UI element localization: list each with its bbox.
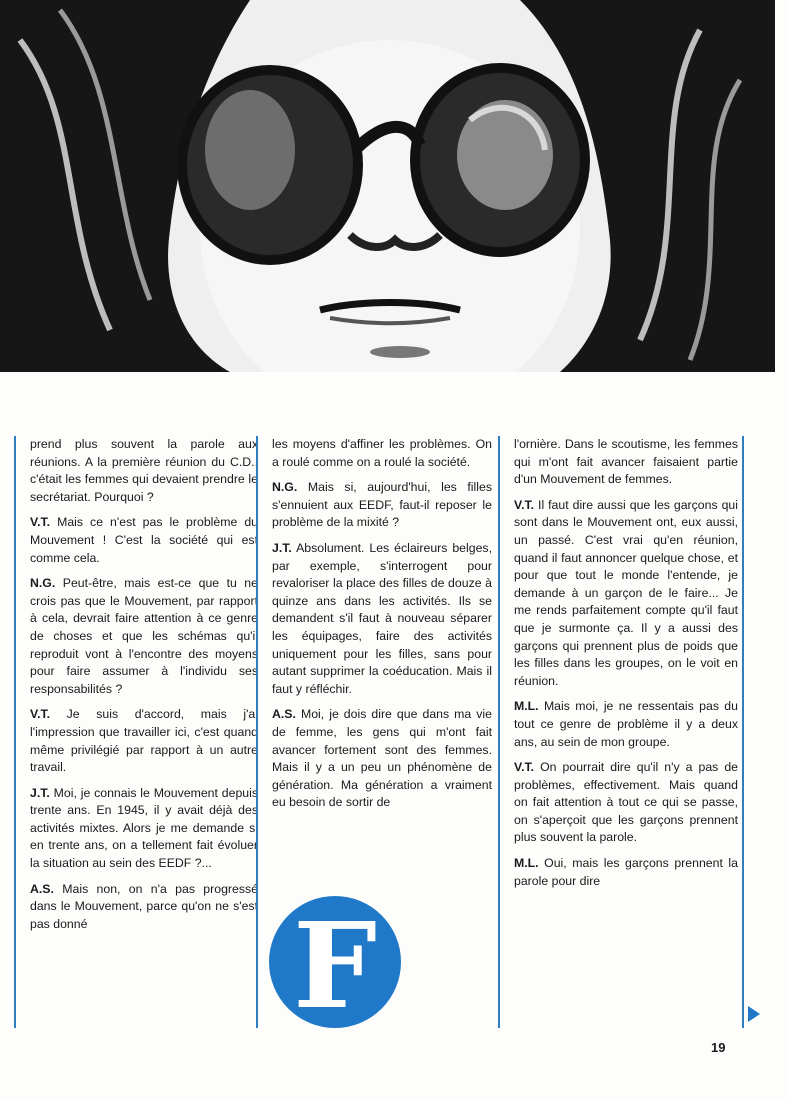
- paragraph: l'ornière. Dans le scoutisme, les femmes qui m'ont fait avancer faisaient partie d'un Mouvement de femmes.: [514, 437, 738, 487]
- badge-letter: F: [293, 896, 377, 1029]
- paragraph: J.T. Moi, je connais le Mouvement depuis trente ans. En 1945, il y avait déjà des activités mixtes. Alors je me demande si en trente ans, on a tellement fait évoluer la situation au sein des EEDF ?...: [30, 785, 258, 871]
- f-badge-logo: [268, 895, 402, 1029]
- paragraph: M.L. Oui, mais les garçons prennent la parole pour dire: [514, 856, 739, 888]
- paragraph: V.T. Il faut dire aussi que les garçons qui sont dans le Mouvement ont, eux aussi, un passé. C'est vrai qu'en réunion, quand il faut annoncer quelque chose, et pour que tout le monde l'entende, je demande à un garçon de le faire... Je me rends parfaitement compte qu'il faut que je surmonte ça. Il y a aussi des garçons qui prennent plus de poids que les filles dans les groupes, on le voit en réunion.: [514, 497, 738, 688]
- paragraph: V.T. On pourrait dire qu'il n'y a pas de problèmes, effectivement. Mais quand on fait attention à tout ce qui se passe, on s'aperçoit que les garçons prennent plus souvent la parole.: [514, 760, 739, 845]
- triangle-right-icon: [748, 1006, 760, 1022]
- paragraph: J.T. Absolument. Les éclaireurs belges, par exemple, s'interrogent pour revaloriser la place des filles de douze à quinze ans dans les activités. Ils se demandent s'il faut à nouveau séparer les équipages, faire des activités uniquement pour les filles, sans pour autant supprimer la coéducation. Mais il faut y réfléchir.: [272, 540, 492, 696]
- paragraph: M.L. Mais moi, je ne ressentais pas du tout ce genre de problème il y a deux ans, au sein de mon groupe.: [514, 699, 738, 749]
- paragraph: A.S. Mais non, on n'a pas progressé dans le Mouvement, parce qu'on ne s'est pas donné: [30, 881, 258, 931]
- column-rule: [742, 436, 744, 1028]
- woman-sunglasses-photo: [0, 0, 775, 372]
- page-number: 19: [711, 1040, 726, 1055]
- paragraph: A.S. Moi, je dois dire que dans ma vie de femme, les gens qui m'ont fait avancer fortement sont des femmes. Mais il y a un peu un phénomène de génération. Ma génération a vraiment eu besoin de sortir de: [272, 707, 492, 810]
- paragraph: prend plus souvent la parole aux réunions. A la première réunion du C.D., c'était les femmes qui devaient prendre le secrétariat. Pourquoi ?: [30, 437, 258, 504]
- paragraph: N.G. Peut-être, mais est-ce que tu ne crois pas que le Mouvement, par rapport à cela, devrait faire attention à ce genre de choses et que les schémas qu'il reproduit vont à l'encontre des moyens pour faire assumer à l'individu ses responsabilités ?: [30, 576, 258, 696]
- paragraph: V.T. Je suis d'accord, mais j'ai l'impression que travailler ici, c'est quand même privilégié par rapport à un autre travail.: [30, 707, 258, 775]
- paragraph: les moyens d'affiner les problèmes. On a roulé comme on a roulé la société.: [272, 437, 492, 469]
- text-column-1: [14, 436, 262, 1028]
- paragraph: V.T. Mais ce n'est pas le problème du Mouvement ! C'est la société qui est comme cela.: [30, 515, 258, 565]
- paragraph: N.G. Mais si, aujourd'hui, les filles s'ennuient aux EEDF, faut-il reposer le problème de la mixité ?: [272, 480, 492, 530]
- text-column-3: [498, 436, 742, 1028]
